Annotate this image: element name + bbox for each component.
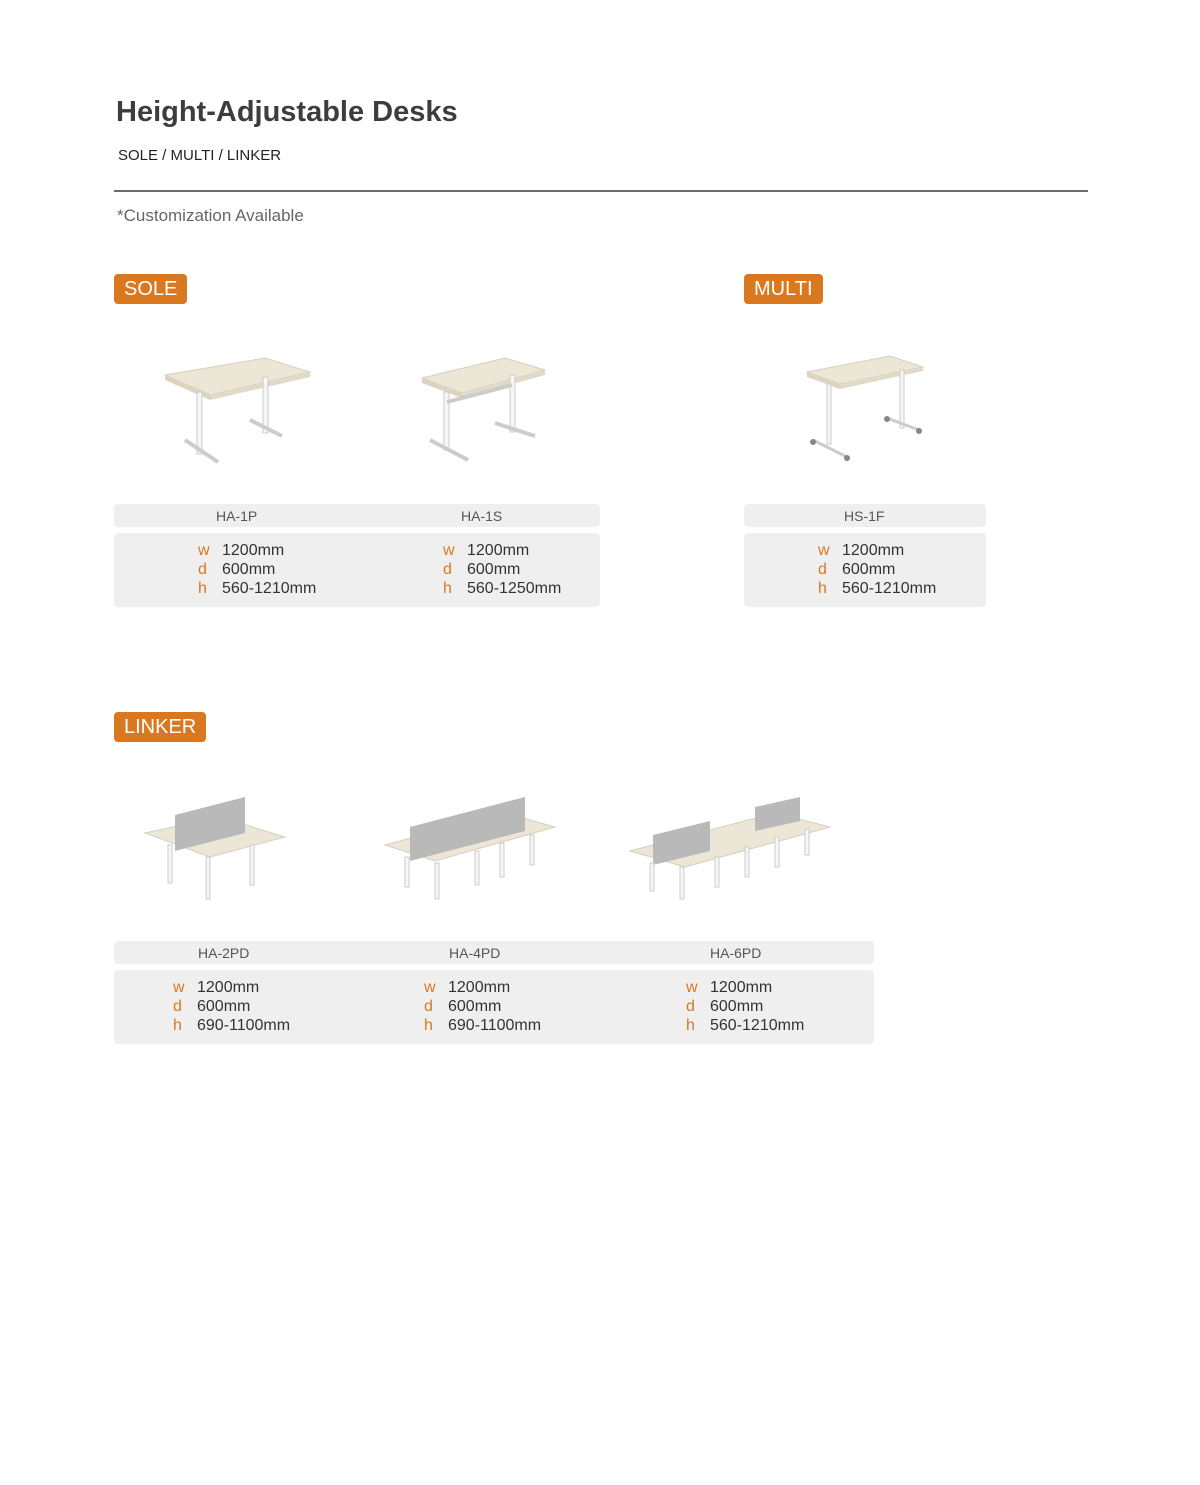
section-tag-sole: SOLE	[114, 274, 187, 304]
spec-key: d	[173, 998, 182, 1015]
spec-depth: 600mm	[197, 998, 251, 1015]
spec-width: 1200mm	[710, 979, 773, 996]
spec-width: 1200mm	[467, 542, 530, 559]
spec-list	[443, 541, 561, 598]
spec-list	[818, 541, 936, 598]
spec-list	[424, 978, 541, 1035]
desk-image-ha-4pd	[380, 785, 560, 925]
spec-key: w	[198, 542, 210, 559]
spec-depth: 600mm	[710, 998, 764, 1015]
desk-image-ha-2pd	[140, 785, 300, 925]
desk-image-ha-1p	[150, 340, 330, 480]
spec-list	[173, 978, 290, 1035]
spec-height: 560-1210mm	[710, 1017, 805, 1034]
spec-key: h	[198, 580, 207, 597]
page-title: Height-Adjustable Desks	[116, 96, 458, 128]
spec-width: 1200mm	[222, 542, 285, 559]
section-tag-linker: LINKER	[114, 712, 206, 742]
spec-box-sole	[114, 533, 600, 607]
spec-key: d	[686, 998, 695, 1015]
spec-width: 1200mm	[842, 542, 905, 559]
spec-key: w	[818, 542, 830, 559]
product-name: HA-1S	[461, 508, 503, 524]
spec-height: 690-1100mm	[197, 1017, 291, 1034]
spec-depth: 600mm	[448, 998, 502, 1015]
spec-height: 560-1210mm	[222, 580, 317, 597]
product-name-bar-multi	[744, 504, 986, 527]
product-name: HS-1F	[844, 508, 885, 524]
spec-key: d	[443, 561, 452, 578]
desk-image-hs-1f	[795, 340, 975, 480]
section-tag-multi: MULTI	[744, 274, 823, 304]
spec-height: 560-1250mm	[467, 580, 562, 597]
divider	[114, 190, 1088, 192]
spec-depth: 600mm	[222, 561, 276, 578]
product-name: HA-4PD	[449, 945, 501, 961]
product-name: HA-2PD	[198, 945, 250, 961]
spec-key: h	[424, 1017, 433, 1034]
spec-list	[686, 978, 804, 1035]
product-name-bar-linker	[114, 941, 874, 964]
product-name-bar-sole	[114, 504, 600, 527]
spec-box-linker	[114, 970, 874, 1044]
spec-depth: 600mm	[842, 561, 896, 578]
product-name: HA-6PD	[710, 945, 762, 961]
product-name: HA-1P	[216, 508, 258, 524]
spec-key: w	[686, 979, 698, 996]
desk-image-ha-1s	[410, 340, 590, 480]
desk-image-ha-6pd	[625, 785, 835, 925]
spec-key: w	[424, 979, 436, 996]
spec-height: 560-1210mm	[842, 580, 937, 597]
page-subtitle: SOLE / MULTI / LINKER	[118, 147, 282, 164]
spec-depth: 600mm	[467, 561, 521, 578]
spec-list	[198, 541, 316, 598]
spec-key: h	[173, 1017, 182, 1034]
spec-key: h	[686, 1017, 695, 1034]
customization-note: *Customization Available	[117, 206, 304, 225]
spec-width: 1200mm	[448, 979, 511, 996]
spec-key: h	[818, 580, 827, 597]
spec-key: w	[443, 542, 455, 559]
spec-key: d	[818, 561, 827, 578]
spec-height: 690-1100mm	[448, 1017, 542, 1034]
spec-key: d	[198, 561, 207, 578]
spec-key: d	[424, 998, 433, 1015]
spec-key: h	[443, 580, 452, 597]
spec-box-multi	[744, 533, 986, 607]
spec-width: 1200mm	[197, 979, 260, 996]
spec-key: w	[173, 979, 185, 996]
